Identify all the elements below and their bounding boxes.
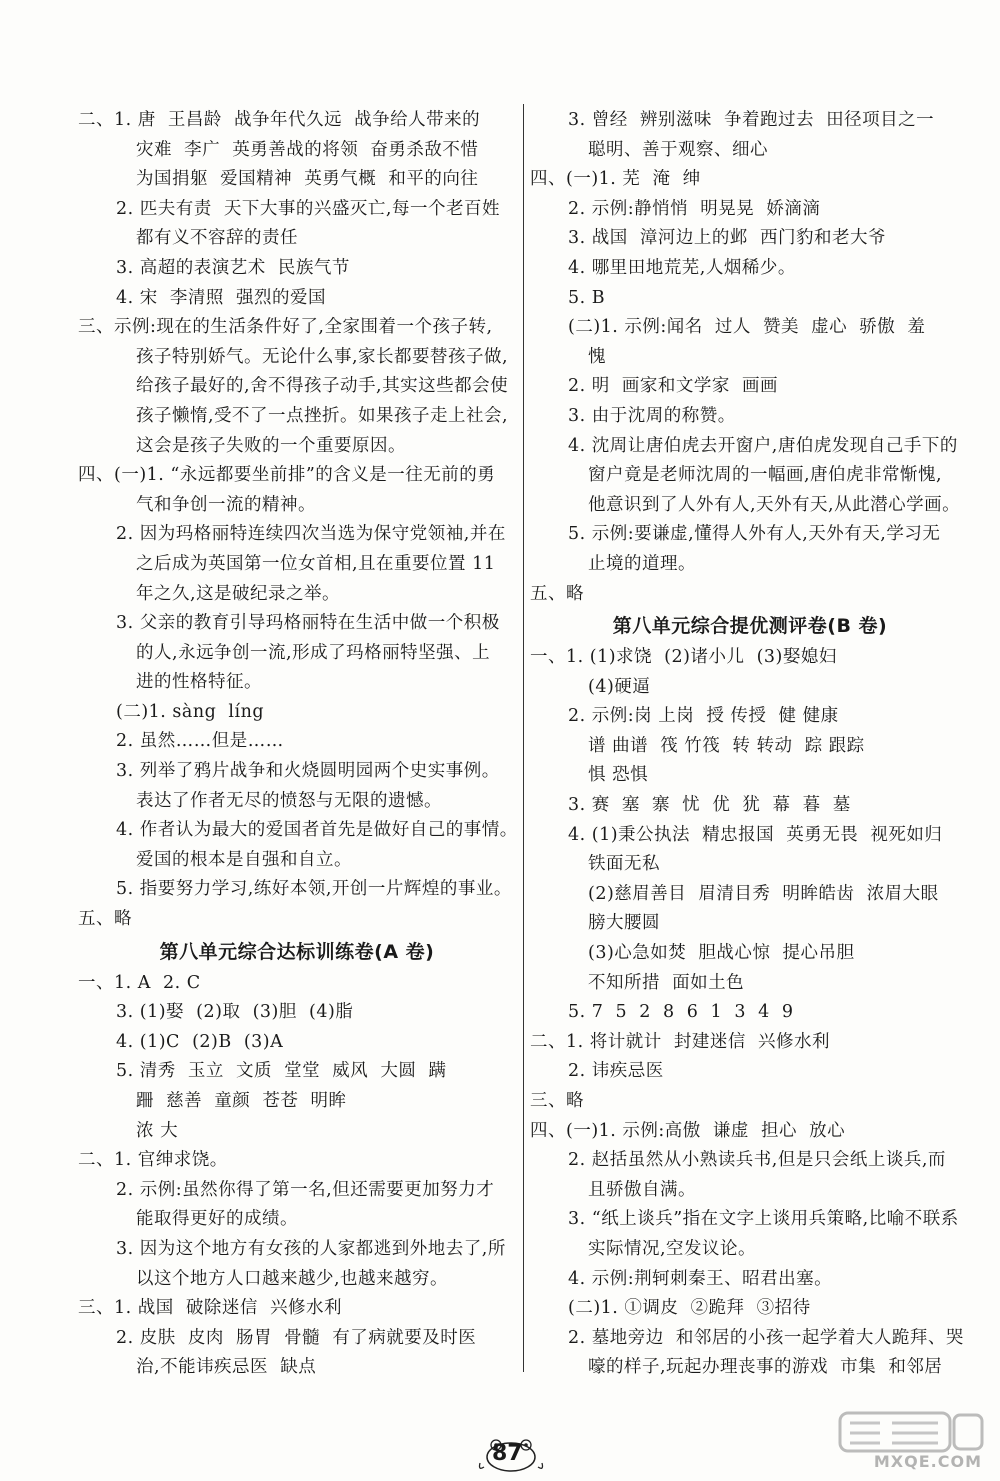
left-answer-line: 4. (1)C (2)B (3)A	[116, 1031, 284, 1052]
right-answer-line: (二)1. ①调皮 ②跪拜 ③招待	[568, 1298, 811, 1319]
right-answer-line: 膀大腰圆	[588, 913, 660, 934]
left-answer-line: 5. 清秀 玉立 文质 堂堂 威风 大圆 蹒	[116, 1061, 447, 1082]
left-answer-line: 都有义不容辞的责任	[136, 228, 298, 249]
left-answer-line: 以这个地方人口越来越少,也越来越穷。	[136, 1268, 449, 1289]
right-answer-line: 5. 示例:要谦虚,懂得人外有人,天外有天,学习无	[568, 524, 941, 545]
right-answer-line: 四、(一)1. 芜 淹 绅	[530, 169, 701, 190]
left-answer-line: 2. 因为玛格丽特连续四次当选为保守党领袖,并在	[116, 524, 506, 545]
left-answer-line: 浓 大	[136, 1120, 179, 1141]
right-answer-line: 4. 哪里田地荒芜,人烟稀少。	[568, 257, 796, 278]
left-answer-line: 灾难 李广 英勇善战的将领 奋勇杀敌不惜	[136, 139, 479, 160]
right-answer-line: 实际情况,空发议论。	[588, 1238, 757, 1259]
right-answer-line: 聪明、善于观察、细心	[588, 139, 768, 160]
right-answer-line: 2. 讳疾忌医	[568, 1061, 664, 1082]
left-answer-line: 二、1. 唐 王昌龄 战争年代久远 战争给人带来的	[78, 110, 481, 130]
right-answer-line: 3. 战国 漳河边上的邺 西门豹和老大爷	[568, 228, 887, 249]
right-answer-line: 惧 恐惧	[588, 765, 649, 786]
right-answer-line: 2. 赵括虽然从小熟读兵书,但是只会纸上谈兵,而	[568, 1150, 946, 1171]
right-answer-line: 四、(一)1. 示例:高傲 谦虚 担心 放心	[530, 1120, 846, 1141]
left-answer-line: 为国捐躯 爱国精神 英勇气概 和平的向往	[136, 169, 479, 190]
left-answer-line: 给孩子最好的,舍不得孩子动手,其实这些都会使	[136, 376, 509, 397]
left-answer-line: 2. 匹夫有责 天下大事的兴盛灭亡,每一个老百姓	[116, 198, 500, 219]
left-answer-line: 的人,永远争创一流,形成了玛格丽特坚强、上	[136, 642, 491, 663]
right-answer-line: 二、1. 将计就计 封建迷信 兴修水利	[530, 1031, 831, 1052]
right-answer-line: 不知所措 面如土色	[588, 972, 745, 993]
page-number: 87	[492, 1441, 523, 1466]
left-answer-line: 4. 作者认为最大的爱国者首先是做好自己的事情。	[116, 820, 518, 841]
left-answer-line: 孩子特别娇气。无论什么事,家长都要替孩子做,	[136, 346, 509, 367]
right-answer-line: 3. 赛 塞 寨 忧 优 犹 幕 暮 墓	[568, 795, 851, 816]
left-answer-line: 2. 虽然……但是……	[116, 731, 284, 752]
right-answer-line: 止境的道理。	[588, 553, 696, 574]
left-answer-line: 3. 因为这个地方有女孩的人家都逃到外地去了,所	[116, 1238, 506, 1259]
left-answer-line: 四、(一)1. “永远都要坐前排”的含义是一往无前的勇	[78, 465, 496, 486]
right-answer-line: (4)硬逼	[588, 676, 651, 697]
right-answer-line: 5. B	[568, 287, 606, 308]
right-answer-line: 3. 由于沈周的称赞。	[568, 405, 736, 426]
left-answer-line: 3. (1)娶 (2)取 (3)胆 (4)脂	[116, 1002, 354, 1023]
right-answer-line: 愧	[588, 346, 606, 367]
left-answer-line: 年之久,这是破纪录之举。	[136, 583, 341, 604]
watermark-text: MXQE.COM	[873, 1452, 982, 1471]
right-answer-line: (2)慈眉善目 眉清目秀 明眸皓齿 浓眉大眼	[588, 883, 939, 904]
right-answer-line: 谱 曲谱 筏 竹筏 转 转动 踪 跟踪	[588, 735, 865, 756]
left-answer-line: 一、1. A 2. C	[78, 972, 201, 993]
right-answer-line: 3. “纸上谈兵”指在文字上谈用兵策略,比喻不联系	[568, 1209, 959, 1230]
right-answer-line: 4. (1)秉公执法 精忠报国 英勇无畏 视死如归	[568, 824, 943, 845]
left-column	[78, 106, 516, 1383]
page-footer	[476, 1437, 546, 1473]
right-answer-line: (3)心急如焚 胆战心惊 提心吊胆	[588, 943, 855, 964]
left-answer-line: 治,不能讳疾忌医 缺点	[136, 1357, 317, 1378]
left-answer-line: 3. 父亲的教育引导玛格丽特在生活中做一个积极	[116, 613, 500, 634]
column-divider	[523, 104, 524, 1372]
right-answer-line: 4. 沈周让唐伯虎去开窗户,唐伯虎发现自己手下的	[568, 435, 958, 456]
right-answer-line: 窗户竟是老师沈周的一幅画,唐伯虎非常惭愧,	[588, 465, 943, 486]
left-answer-line: 爱国的根本是自强和自立。	[136, 849, 352, 870]
left-section-title: 第八单元综合达标训练卷(A 卷)	[159, 940, 435, 963]
right-answer-line: 2. 明 画家和文学家 画画	[568, 376, 779, 397]
left-answer-line: 能取得更好的成绩。	[136, 1209, 298, 1230]
left-answer-line: 3. 高超的表演艺术 民族气节	[116, 257, 350, 278]
watermark-logo	[836, 1409, 986, 1473]
right-answer-line: 4. 示例:荆轲刺秦王、昭君出塞。	[568, 1268, 833, 1289]
right-answer-line: 且骄傲自满。	[588, 1179, 696, 1200]
right-answer-line: 他意识到了人外有人,天外有天,从此潜心学画。	[588, 494, 961, 515]
right-answer-line: 3. 曾经 辨别滋味 争着跑过去 田径项目之一	[568, 110, 935, 130]
left-answer-line: 三、示例:现在的生活条件好了,全家围着一个孩子转,	[78, 317, 493, 338]
right-answer-line: 铁面无私	[588, 854, 660, 875]
left-answer-line: 二、1. 官绅求饶。	[78, 1150, 228, 1171]
right-answer-line: 一、1. (1)求饶 (2)诸小儿 (3)娶媳妇	[530, 647, 837, 668]
left-answer-line: 2. 示例:虽然你得了第一名,但还需要更加努力才	[116, 1179, 495, 1200]
left-answer-line: 表达了作者无尽的愤怒与无限的遗憾。	[136, 790, 442, 811]
left-answer-line: 进的性格特征。	[136, 672, 262, 693]
right-answer-line: 2. 示例:岗 上岗 授 传授 健 健康	[568, 706, 839, 727]
left-answer-line: 跚 慈善 童颜 苍苍 明眸	[136, 1091, 347, 1111]
left-answer-line: (二)1. sàng líng	[116, 701, 265, 722]
left-answer-line: 气和争创一流的精神。	[136, 494, 316, 515]
left-answer-line: 孩子懒惰,受不了一点挫折。如果孩子走上社会,	[136, 405, 509, 426]
right-section-title: 第八单元综合提优测评卷(B 卷)	[612, 615, 888, 638]
left-answer-line: 五、略	[78, 909, 132, 930]
right-answer-line: 2. 示例:静悄悄 明晃晃 娇滴滴	[568, 198, 821, 219]
right-answer-line: 5. 7 5 2 8 6 1 3 4 9	[568, 1002, 794, 1023]
left-answer-line: 2. 皮肤 皮肉 肠胃 骨髓 有了病就要及时医	[116, 1327, 477, 1348]
left-answer-line: 3. 列举了鸦片战争和火烧圆明园两个史实事例。	[116, 761, 500, 782]
right-answer-line: 三、略	[530, 1091, 584, 1111]
left-answer-line: 之后成为英国第一位女首相,且在重要位置 11	[136, 553, 496, 574]
left-answer-line: 三、1. 战国 破除迷信 兴修水利	[78, 1298, 343, 1319]
left-answer-line: 5. 指要努力学习,练好本领,开创一片辉煌的事业。	[116, 879, 512, 900]
right-column	[530, 106, 970, 1383]
right-answer-line: 嚎的样子,玩起办理丧事的游戏 市集 和邻居	[588, 1357, 943, 1378]
left-answer-line: 4. 宋 李清照 强烈的爱国	[116, 287, 327, 308]
left-answer-line: 这会是孩子失败的一个重要原因。	[136, 435, 406, 456]
right-answer-line: 2. 墓地旁边 和邻居的小孩一起学着大人跪拜、哭	[568, 1327, 964, 1348]
right-answer-line: 五、略	[530, 583, 584, 604]
right-answer-line: (二)1. 示例:闻名 过人 赞美 虚心 骄傲 羞	[568, 317, 926, 338]
